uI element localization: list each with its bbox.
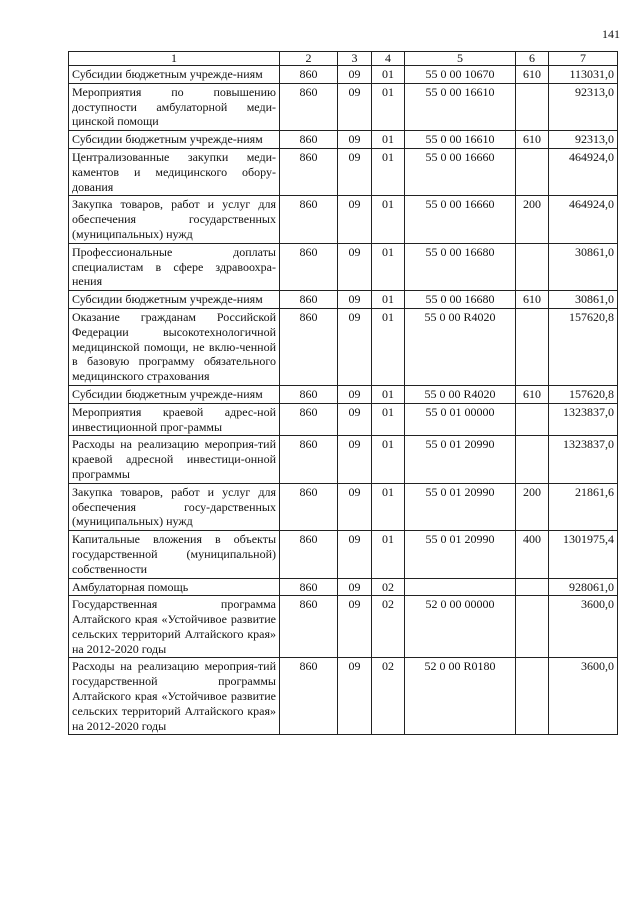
cell-amount: 3600,0 [549,596,618,658]
cell-amount: 1323837,0 [549,436,618,483]
cell-type [516,308,549,385]
cell-target: 55 0 01 20990 [405,483,516,530]
cell-amount: 92313,0 [549,83,618,130]
cell-code: 860 [280,483,338,530]
table-row [69,385,618,403]
cell-section: 09 [338,291,372,309]
cell-name: Государственная программа Алтайского края «Устойчивое развитие сельских территорий Алтайского края» на 2012-2020 годы [69,596,280,658]
cell-target: 52 0 00 00000 [405,596,516,658]
table-row [69,483,618,530]
cell-name: Расходы на реализацию мероприя-тий государственной программы Алтайского края «Устойчивое развитие сельских территорий Алтайского края» на 2012-2020 годы [69,658,280,735]
cell-amount: 157620,8 [549,308,618,385]
column-header-subsection: 4 [372,52,405,66]
cell-subsection: 01 [372,66,405,84]
cell-amount: 1323837,0 [549,403,618,436]
cell-code: 860 [280,596,338,658]
cell-amount: 3600,0 [549,658,618,735]
cell-name: Мероприятия краевой адрес-ной инвестиционной прог-раммы [69,403,280,436]
cell-type: 200 [516,196,549,243]
cell-code: 860 [280,66,338,84]
cell-section: 09 [338,531,372,578]
cell-target: 55 0 01 20990 [405,436,516,483]
cell-amount: 92313,0 [549,131,618,149]
cell-section: 09 [338,436,372,483]
cell-target: 55 0 00 16680 [405,243,516,290]
cell-target: 55 0 01 20990 [405,531,516,578]
cell-type [516,243,549,290]
cell-target: 55 0 00 R4020 [405,308,516,385]
cell-subsection: 01 [372,531,405,578]
cell-name: Закупка товаров, работ и услуг для обеспечения государственных (муниципальных) нужд [69,196,280,243]
table-row [69,436,618,483]
cell-type [516,578,549,596]
cell-type: 400 [516,531,549,578]
cell-type: 610 [516,291,549,309]
cell-code: 860 [280,148,338,195]
column-header-target: 5 [405,52,516,66]
cell-type [516,148,549,195]
cell-code: 860 [280,83,338,130]
cell-section: 09 [338,131,372,149]
cell-amount: 113031,0 [549,66,618,84]
table-row [69,578,618,596]
cell-name: Оказание гражданам Российской Федерации высокотехнологичной медицинской помощи, не вклю-ченной в базовую программу обязательного медицинского страхования [69,308,280,385]
cell-code: 860 [280,436,338,483]
cell-target [405,578,516,596]
cell-name: Централизованные закупки меди-каментов и медицинского обору-дования [69,148,280,195]
cell-subsection: 01 [372,403,405,436]
cell-section: 09 [338,596,372,658]
cell-section: 09 [338,578,372,596]
cell-section: 09 [338,483,372,530]
cell-name: Субсидии бюджетным учрежде-ниям [69,131,280,149]
cell-subsection: 01 [372,291,405,309]
cell-subsection: 01 [372,483,405,530]
table-row [69,83,618,130]
cell-amount: 21861,6 [549,483,618,530]
table-row [69,658,618,735]
column-header-type: 6 [516,52,549,66]
table-row [69,196,618,243]
table-row [69,66,618,84]
cell-type [516,403,549,436]
cell-section: 09 [338,83,372,130]
cell-section: 09 [338,243,372,290]
cell-code: 860 [280,531,338,578]
cell-code: 860 [280,658,338,735]
cell-subsection: 01 [372,385,405,403]
cell-amount: 928061,0 [549,578,618,596]
cell-name: Мероприятия по повышению доступности амбулаторной меди-цинской помощи [69,83,280,130]
cell-code: 860 [280,243,338,290]
column-header-name: 1 [69,52,280,66]
cell-name: Профессиональные доплаты специалистам в сфере здравоохра-нения [69,243,280,290]
cell-subsection: 02 [372,658,405,735]
cell-subsection: 02 [372,578,405,596]
cell-amount: 30861,0 [549,243,618,290]
cell-subsection: 01 [372,436,405,483]
cell-target: 55 0 00 16680 [405,291,516,309]
cell-amount: 1301975,4 [549,531,618,578]
table-row [69,291,618,309]
cell-type [516,596,549,658]
cell-amount: 464924,0 [549,196,618,243]
header-row [69,52,618,66]
cell-name: Субсидии бюджетным учрежде-ниям [69,385,280,403]
cell-target: 55 0 00 16660 [405,196,516,243]
table-row [69,243,618,290]
cell-target: 55 0 00 16660 [405,148,516,195]
cell-type: 200 [516,483,549,530]
cell-type [516,658,549,735]
cell-type [516,83,549,130]
table-row [69,531,618,578]
cell-amount: 157620,8 [549,385,618,403]
cell-subsection: 02 [372,596,405,658]
cell-code: 860 [280,578,338,596]
cell-name: Субсидии бюджетным учрежде-ниям [69,66,280,84]
cell-code: 860 [280,131,338,149]
cell-section: 09 [338,658,372,735]
column-header-amount: 7 [549,52,618,66]
cell-section: 09 [338,66,372,84]
column-header-code: 2 [280,52,338,66]
cell-section: 09 [338,308,372,385]
cell-subsection: 01 [372,243,405,290]
cell-subsection: 01 [372,131,405,149]
cell-section: 09 [338,148,372,195]
cell-code: 860 [280,291,338,309]
cell-name: Расходы на реализацию мероприя-тий краевой адресной инвестици-онной программы [69,436,280,483]
cell-type: 610 [516,131,549,149]
table-header [69,52,618,66]
cell-target: 55 0 00 R4020 [405,385,516,403]
cell-target: 52 0 00 R0180 [405,658,516,735]
table-row [69,308,618,385]
cell-name: Амбулаторная помощь [69,578,280,596]
cell-subsection: 01 [372,196,405,243]
budget-table [68,51,618,735]
cell-name: Капитальные вложения в объекты государственной (муниципальной) собственности [69,531,280,578]
cell-target: 55 0 00 16610 [405,83,516,130]
table-row [69,131,618,149]
cell-section: 09 [338,403,372,436]
cell-subsection: 01 [372,148,405,195]
cell-type [516,436,549,483]
cell-code: 860 [280,196,338,243]
cell-code: 860 [280,308,338,385]
cell-name: Субсидии бюджетным учрежде-ниям [69,291,280,309]
cell-target: 55 0 00 16610 [405,131,516,149]
cell-target: 55 0 00 10670 [405,66,516,84]
column-header-section: 3 [338,52,372,66]
cell-amount: 30861,0 [549,291,618,309]
table-row [69,403,618,436]
cell-subsection: 01 [372,308,405,385]
cell-code: 860 [280,385,338,403]
table-row [69,148,618,195]
cell-name: Закупка товаров, работ и услуг для обеспечения госу-дарственных (муниципальных) нужд [69,483,280,530]
cell-subsection: 01 [372,83,405,130]
cell-type: 610 [516,66,549,84]
cell-section: 09 [338,196,372,243]
cell-type: 610 [516,385,549,403]
table-row [69,596,618,658]
cell-amount: 464924,0 [549,148,618,195]
cell-code: 860 [280,403,338,436]
cell-section: 09 [338,385,372,403]
page-number: 141 [602,27,620,41]
cell-target: 55 0 01 00000 [405,403,516,436]
table-body [69,66,618,735]
